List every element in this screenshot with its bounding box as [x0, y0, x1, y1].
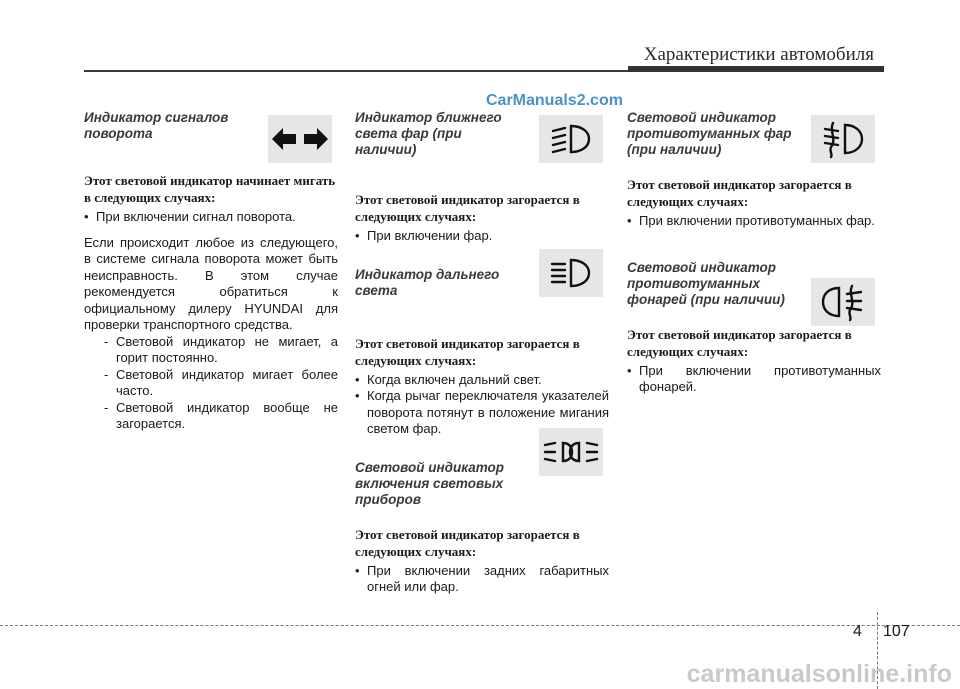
section-title-low-beam: Индикатор ближнего света фар (при наличии)	[355, 110, 502, 157]
bullet-mark: •	[355, 562, 360, 578]
turn-signal-dash-2	[104, 367, 338, 400]
rear-fog-bullet	[627, 363, 881, 396]
low-beam-intro: Этот световой индикатор загорается в следующих случаях:	[355, 192, 580, 224]
bullet-text: При включении сигнал поворота.	[96, 209, 296, 224]
position-lamp-bullet	[355, 563, 609, 596]
position-lamp-icon	[539, 428, 603, 476]
bullet-mark: •	[627, 362, 632, 378]
chapter-number: 4	[853, 623, 862, 640]
rear-fog-icon	[811, 278, 875, 326]
bullet-text: При включении фар.	[367, 228, 493, 243]
turn-signal-dash-1	[104, 334, 338, 367]
rear-fog-intro: Этот световой индикатор загорается в следующих случаях:	[627, 326, 852, 359]
bullet-text: При включении противотуманных фонарей.	[639, 362, 881, 394]
watermark-top: CarManuals2.com	[486, 92, 623, 109]
dash-text: Световой индикатор не мигает, а горит постоянно.	[116, 333, 338, 365]
bullet-text: При включении задних габаритных огней или фар.	[367, 562, 609, 594]
dash-mark: -	[104, 366, 109, 382]
bullet-text: Когда включен дальний свет.	[367, 371, 542, 387]
high-beam-intro: Этот световой индикатор загорается в следующих случаях:	[355, 335, 580, 368]
bullet-mark: •	[84, 209, 89, 224]
turn-signal-paragraph: Если происходит любое из следующего, в системе сигнала поворота может быть неисправность. В этом случае рекомендуется обратиться к официальному дилеру HYUNDAI для проверки транспортного средства.	[84, 234, 338, 332]
dash-mark: -	[104, 399, 109, 415]
bullet-text: При включении противотуманных фар.	[639, 213, 875, 228]
section-title-position-lamp: Световой индикатор включения световых приборов	[355, 459, 505, 507]
footer-rule	[0, 625, 960, 626]
bullet-mark: •	[355, 388, 360, 403]
turn-signal-dash-3	[104, 400, 338, 433]
turn-signal-intro: Этот световой индикатор начинает мигать в следующих случаях:	[84, 173, 336, 205]
high-beam-icon	[539, 249, 603, 297]
header-rule-accent	[628, 66, 884, 72]
front-fog-bullet	[627, 213, 881, 230]
section-title-rear-fog: Световой индикатор противотуманных фонарей (при наличии)	[627, 259, 785, 307]
page-header-title: Характеристики автомобиля	[643, 44, 874, 65]
bullet-text: Когда рычаг переключателя указателей поворота потянут в положение мигания светом фар.	[367, 388, 609, 436]
dash-mark: -	[104, 333, 109, 349]
section-title-turn-signal: Индикатор сигналов поворота	[84, 110, 229, 141]
watermark-bottom: carmanualsonline.info	[686, 660, 952, 688]
high-beam-bullet-1	[355, 372, 609, 389]
low-beam-icon	[539, 115, 603, 163]
bullet-mark: •	[627, 213, 632, 228]
page-number: 107	[883, 623, 910, 640]
bullet-mark: •	[355, 228, 360, 243]
low-beam-bullet	[355, 228, 609, 245]
position-lamp-intro: Этот световой индикатор загорается в следующих случаях:	[355, 526, 580, 559]
column-headlights	[355, 110, 609, 596]
dash-text: Световой индикатор вообще не загорается.	[116, 399, 338, 431]
section-title-high-beam: Индикатор дальнего света	[355, 266, 500, 298]
front-fog-icon	[811, 115, 875, 163]
bullet-mark: •	[355, 371, 360, 387]
turn-signal-icon	[268, 115, 332, 163]
front-fog-intro: Этот световой индикатор загорается в следующих случаях:	[627, 177, 852, 209]
section-title-front-fog: Световой индикатор противотуманных фар (при наличии)	[627, 110, 792, 157]
turn-signal-bullet	[84, 209, 338, 226]
dash-text: Световой индикатор мигает более часто.	[116, 366, 338, 398]
